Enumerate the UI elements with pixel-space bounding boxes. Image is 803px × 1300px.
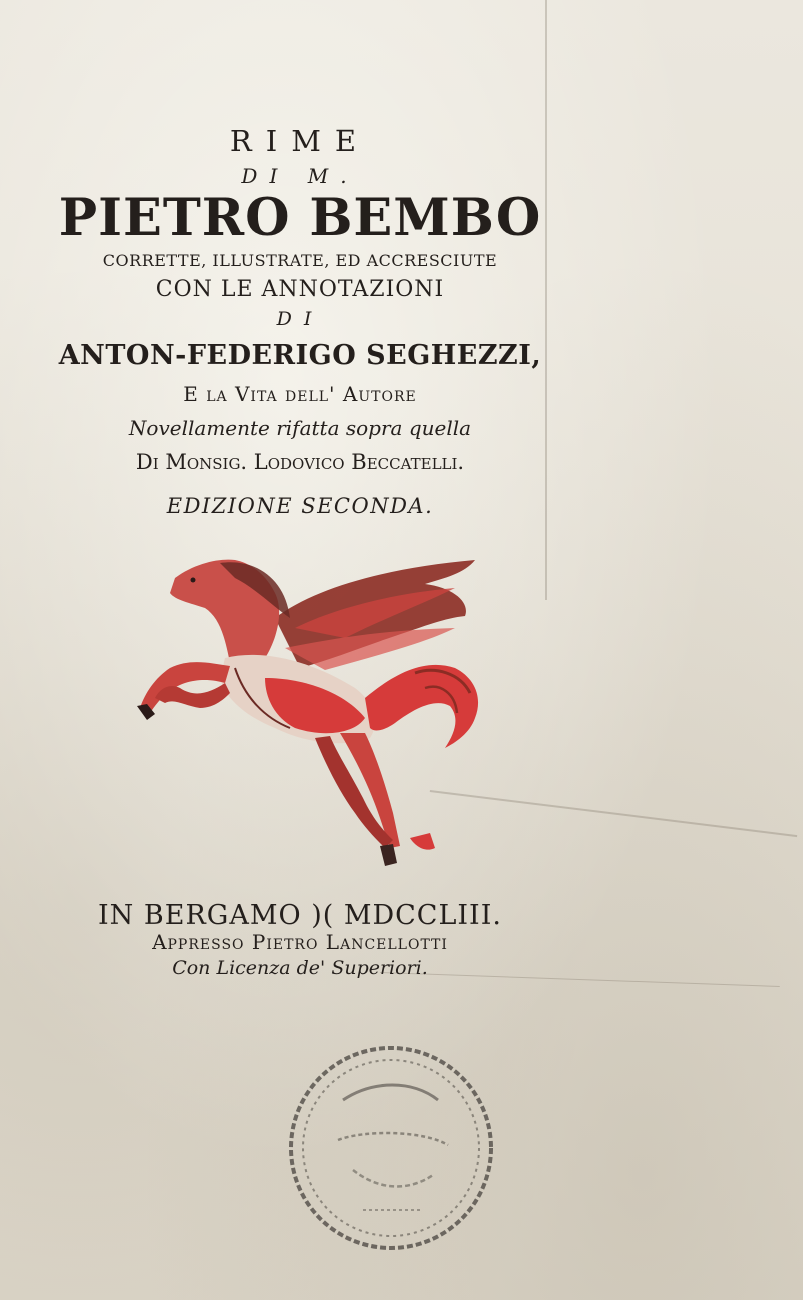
title-di-m: DI M. — [241, 164, 359, 188]
pegasus-icon — [125, 548, 487, 888]
edition-line: EDIZIONE SECONDA. — [166, 494, 434, 518]
di-line: DI — [276, 308, 324, 330]
subtitle-line: CORRETTE, ILLUSTRATE, ED ACCRESCIUTE — [102, 251, 498, 270]
publisher-line: Appresso Pietro Lancellotti — [152, 930, 448, 954]
stamp-icon — [283, 1040, 499, 1256]
licenza-line: Con Licenza de' Superiori. — [172, 957, 428, 979]
editor-name: ANTON-FEDERIGO SEGHEZZI, — [58, 340, 542, 371]
annotazioni-line: CON LE ANNOTAZIONI — [155, 277, 445, 302]
novellamente-line: Novellamente rifatta sopra quella — [128, 416, 472, 440]
monsignor-line: Di Monsig. Lodovico Beccatelli. — [135, 450, 465, 474]
title-rime: RIME — [229, 124, 371, 158]
imprint-line: IN BERGAMO )( MDCCLIII. — [98, 900, 502, 931]
vita-line: E la Vita dell' Autore — [183, 382, 417, 406]
author-name: PIETRO BEMBO — [58, 188, 542, 248]
